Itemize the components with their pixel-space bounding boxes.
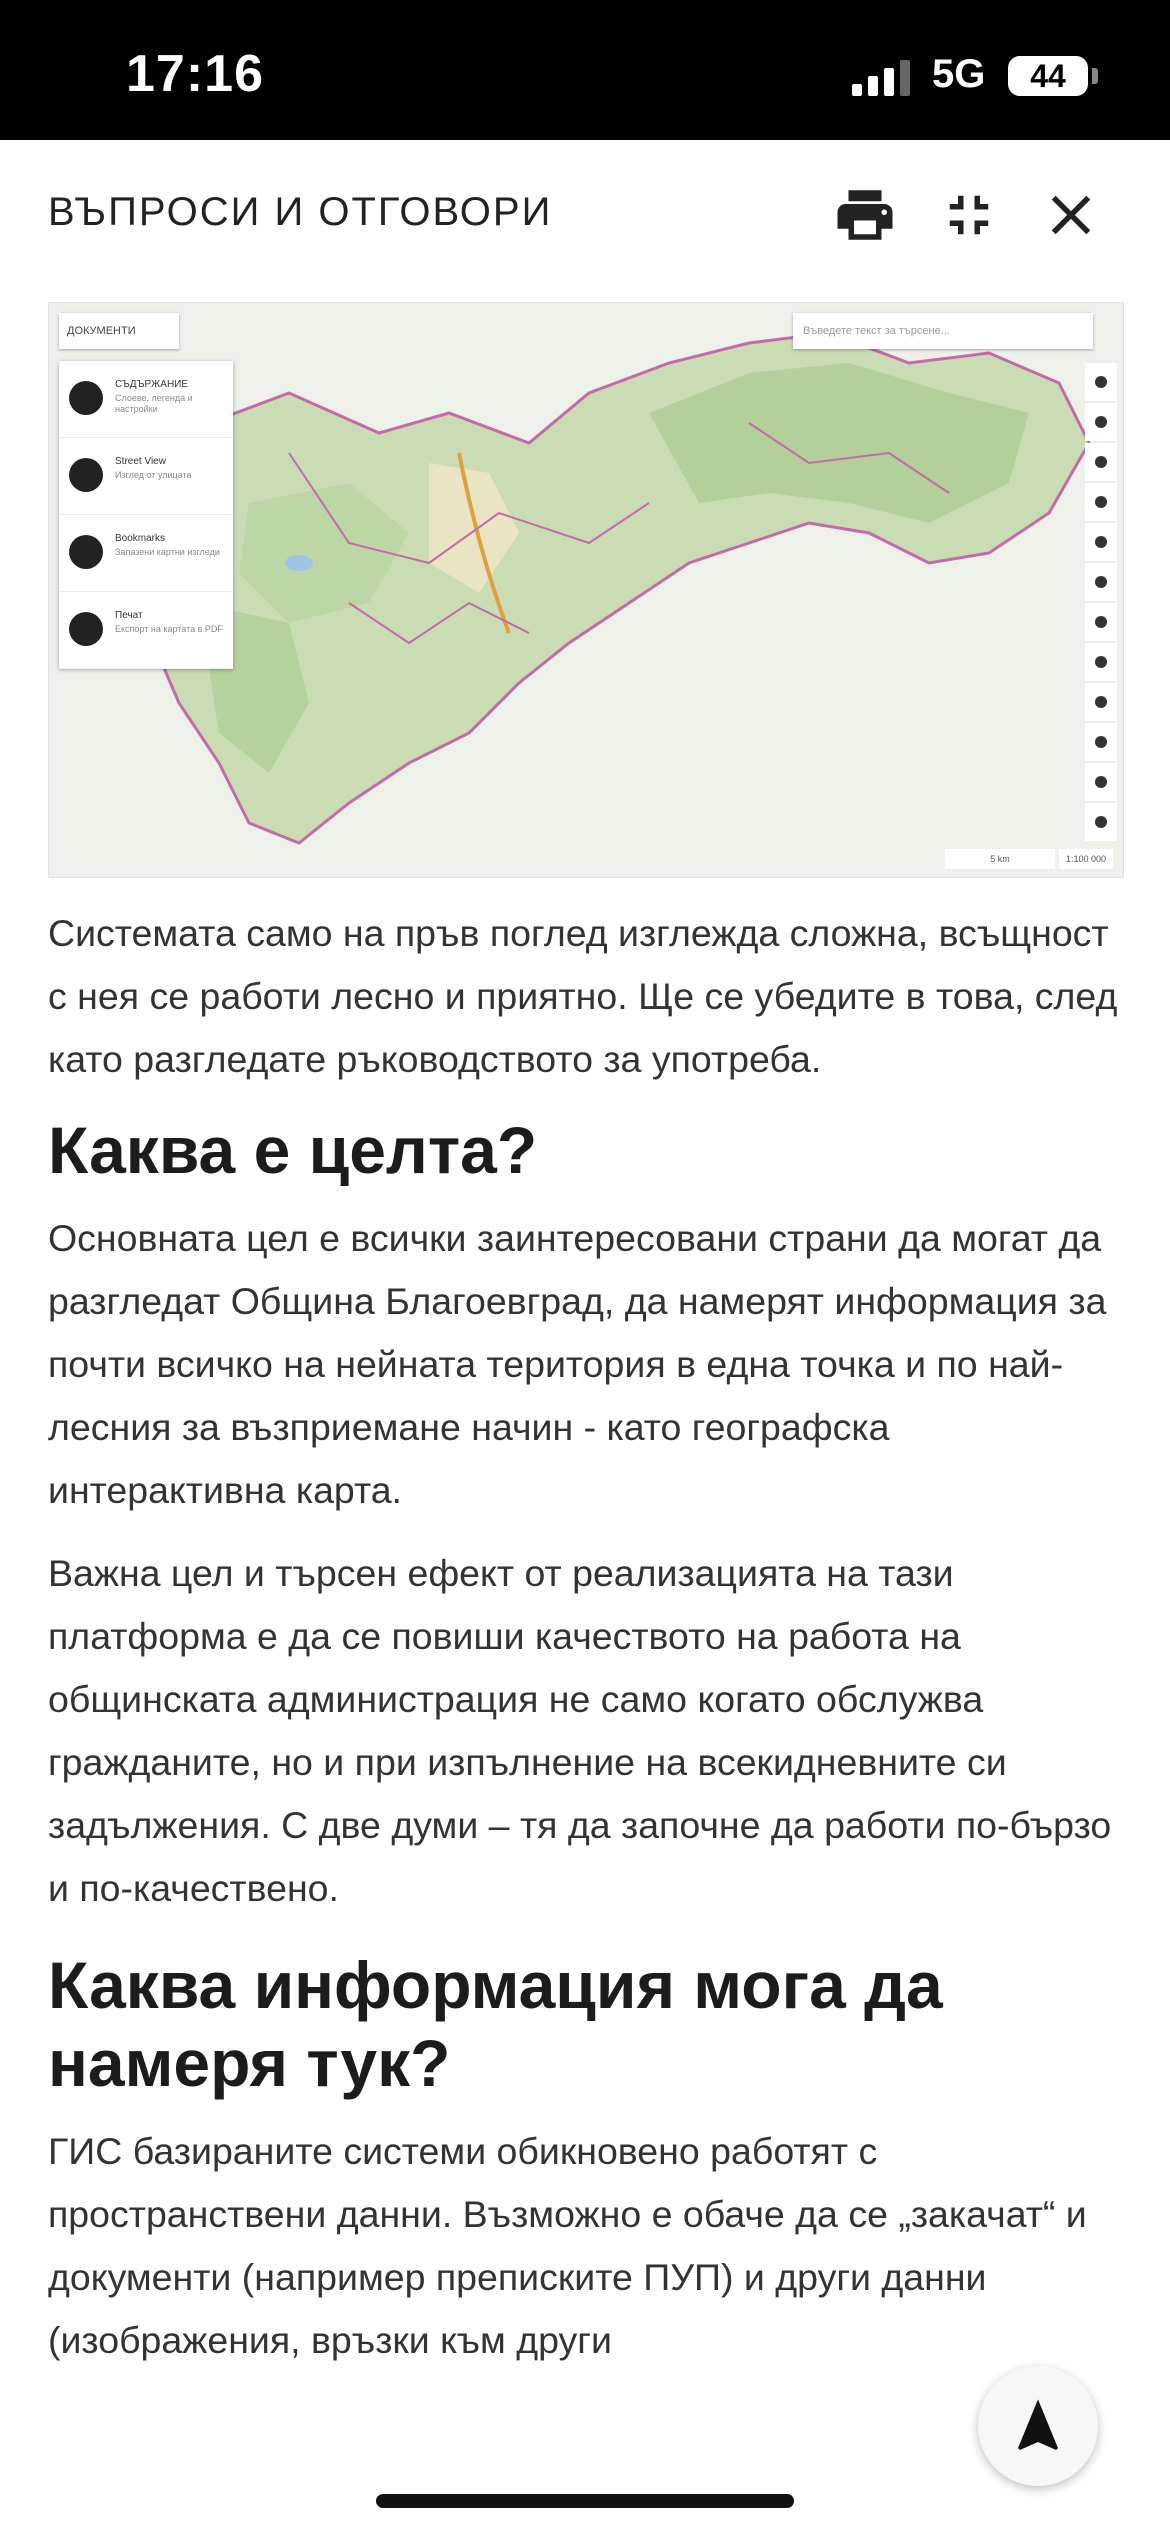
map-screenshot (48, 302, 1124, 878)
compass-icon (1085, 563, 1117, 601)
map-panel-item (59, 592, 233, 669)
status-bar (0, 0, 1170, 140)
map-scale-bar: 5 km (945, 849, 1055, 869)
goal-paragraph-1: Основната цел е всички заинтересовани страни да могат да разгледат Община Благоевград, да намерят информация за почти всичко на нейната територия в една точка и по най-лесния за възприемане начин - като географска интерактивна карта. (48, 1217, 1107, 1511)
map-panel-item (59, 361, 233, 438)
map-panel-item-desc: Запазени картни изгледи (115, 547, 220, 557)
signal-icon (852, 60, 916, 96)
map-panel-item-desc: Експорт на картата в PDF (115, 624, 223, 634)
zoom-in-icon (1085, 363, 1117, 401)
goal-paragraph-2: Важна цел и търсен ефект от реализацията на тази платформа е да се повиши качеството на работа на общинската администрация не само когато обслужва гражданите, но и при изпълнение на всекидневните си задължения. С две думи – тя да започне да работи по-бързо и по-качествено. (48, 1552, 1112, 1909)
zoom-out-icon (1085, 403, 1117, 441)
folder-icon (1085, 723, 1117, 761)
page-title: ВЪПРОСИ И ОТГОВОРИ (48, 190, 553, 234)
visibility-icon (1085, 683, 1117, 721)
map-panel-item-desc: Слоеве, легенда и настройки (115, 393, 193, 414)
draw-icon (1085, 523, 1117, 561)
external-link-icon (1085, 763, 1117, 801)
map-panel-item (59, 438, 233, 515)
share-icon (1085, 483, 1117, 521)
status-time: 17:16 (126, 45, 264, 103)
map-scale-ratio: 1:100 000 (1059, 849, 1113, 869)
navigation-arrow-icon (1006, 2394, 1070, 2458)
map-panel-item (59, 515, 233, 592)
map-panel-item-title: Печат (115, 610, 143, 621)
print-icon (69, 612, 103, 646)
heading-goal: Каква е целта? (48, 1113, 538, 1187)
map-panel-item-title: СЪДЪРЖАНИЕ (115, 379, 189, 390)
battery-icon: 44 (1008, 56, 1088, 96)
measure-icon (1085, 643, 1117, 681)
collapse-button[interactable] (936, 182, 1002, 248)
layers-icon (69, 381, 103, 415)
map-panel-item-title: Street View (115, 456, 166, 467)
article-content (48, 902, 1128, 2392)
locate-icon (1085, 443, 1117, 481)
page-header (0, 140, 1170, 290)
map-panel-item-desc: Изглед от улицата (115, 470, 192, 480)
battery-cap (1092, 68, 1098, 84)
print-button[interactable] (832, 182, 898, 248)
close-icon (1038, 182, 1104, 248)
info-paragraph-1: ГИС базираните системи обикновено работят с пространствени данни. Възможно е обаче да се „закачат“ и документи (например преписките ПУП) и други данни (изображения, връзки към други (48, 2130, 1087, 2361)
home-indicator[interactable] (376, 2494, 794, 2508)
map-menu-button: ДОКУМЕНТИ (59, 313, 179, 349)
street-view-icon (69, 458, 103, 492)
intro-paragraph: Системата само на пръв поглед изглежда сложна, всъщност с нея се работи лесно и приятно. Ще се убедите в това, след като разгледате ръководството за употреба. (48, 912, 1118, 1080)
collapse-icon (936, 182, 1002, 248)
close-button[interactable] (1038, 182, 1104, 248)
map-search-input: Въведете текст за търсене... (793, 313, 1093, 349)
map-panel-item-title: Bookmarks (115, 533, 166, 544)
bookmark-icon (69, 535, 103, 569)
image-icon (1085, 603, 1117, 641)
network-label: 5G (932, 52, 986, 96)
map-side-panel (59, 361, 233, 669)
map-toolbar (1085, 363, 1117, 843)
heading-info: Каква информация мога да намеря тук? (48, 1948, 943, 2100)
info-icon (1085, 803, 1117, 841)
navigation-button[interactable] (978, 2366, 1098, 2486)
print-icon (832, 182, 898, 248)
